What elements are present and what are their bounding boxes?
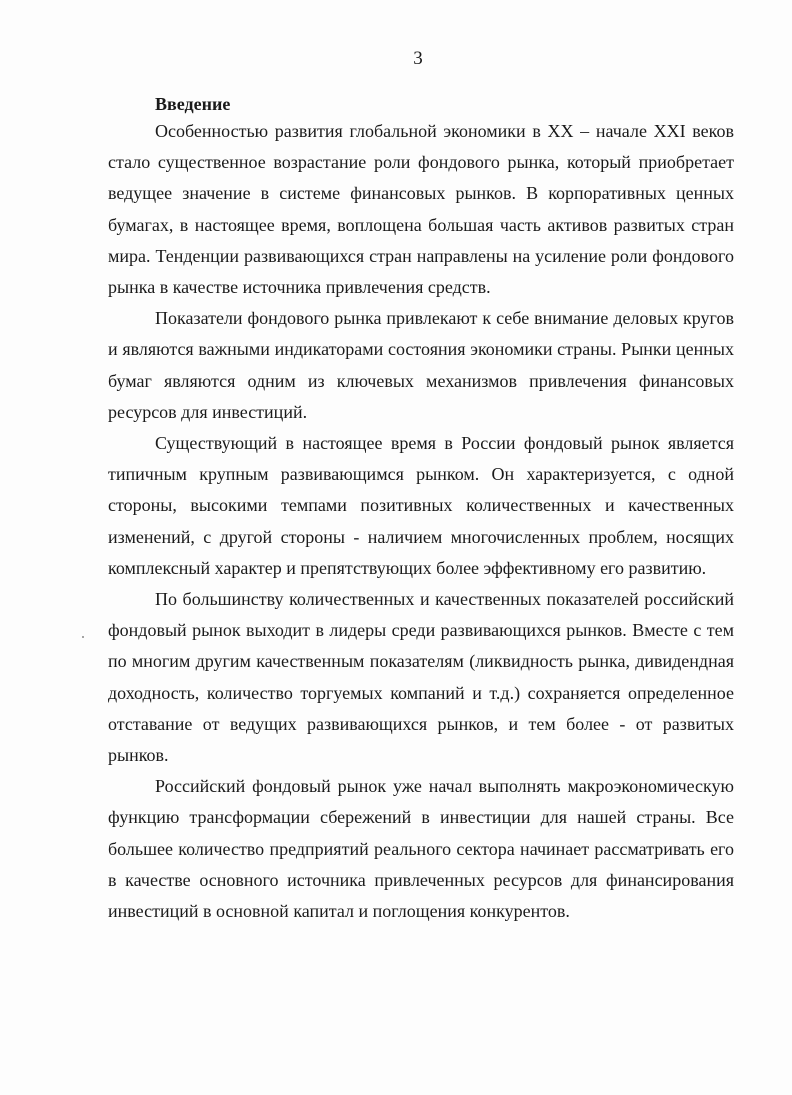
paragraph-4: По большинству количественных и качественных показателей российский фондовый рынок выходит в лидеры среди развивающихся рынков. Вместе с тем по многим другим качественным показателям (ликвидность рынка, дивидендная доходность, количество торгуемых компаний и т.д.) сохраняется определенное отставание от ведущих развивающихся рынков, и тем более - от развитых рынков. — [108, 589, 734, 766]
paragraph-5: Российский фондовый рынок уже начал выполнять макроэкономическую функцию трансформации сбережений в инвестиции для нашей страны. Все большее количество предприятий реального сектора начинает рассматривать его в качестве основного источника привлеченных ресурсов для финансирования инвестиций в основной капитал и поглощения конкурентов. — [108, 776, 734, 922]
scan-speck — [82, 636, 84, 638]
section-heading: Введение — [155, 94, 231, 114]
document-body — [108, 92, 734, 927]
page-number: 3 — [413, 48, 423, 69]
paragraph-2: Показатели фондового рынка привлекают к себе внимание деловых кругов и являются важными индикаторами состояния экономики страны. Рынки ценных бумаг являются одним из ключевых механизмов привлечения финансовых ресурсов для инвестиций. — [108, 308, 734, 422]
paragraph-3: Существующий в настоящее время в России фондовый рынок является типичным крупным развивающимся рынком. Он характеризуется, с одной стороны, высокими темпами позитивных количественных и качественных изменений, с другой стороны - наличием многочисленных проблем, носящих комплексный характер и препятствующих более эффективному его развитию. — [108, 433, 734, 578]
paragraph-1: Особенностью развития глобальной экономики в XX – начале XXI веков стало существенное возрастание роли фондового рынка, который приобретает ведущее значение в системе финансовых рынков. В корпоративных ценных бумагах, в настоящее время, воплощена большая часть активов развитых стран мира. Тенденции развивающихся стран направлены на усиление роли фондового рынка в качестве источника привлечения средств. — [108, 121, 734, 298]
